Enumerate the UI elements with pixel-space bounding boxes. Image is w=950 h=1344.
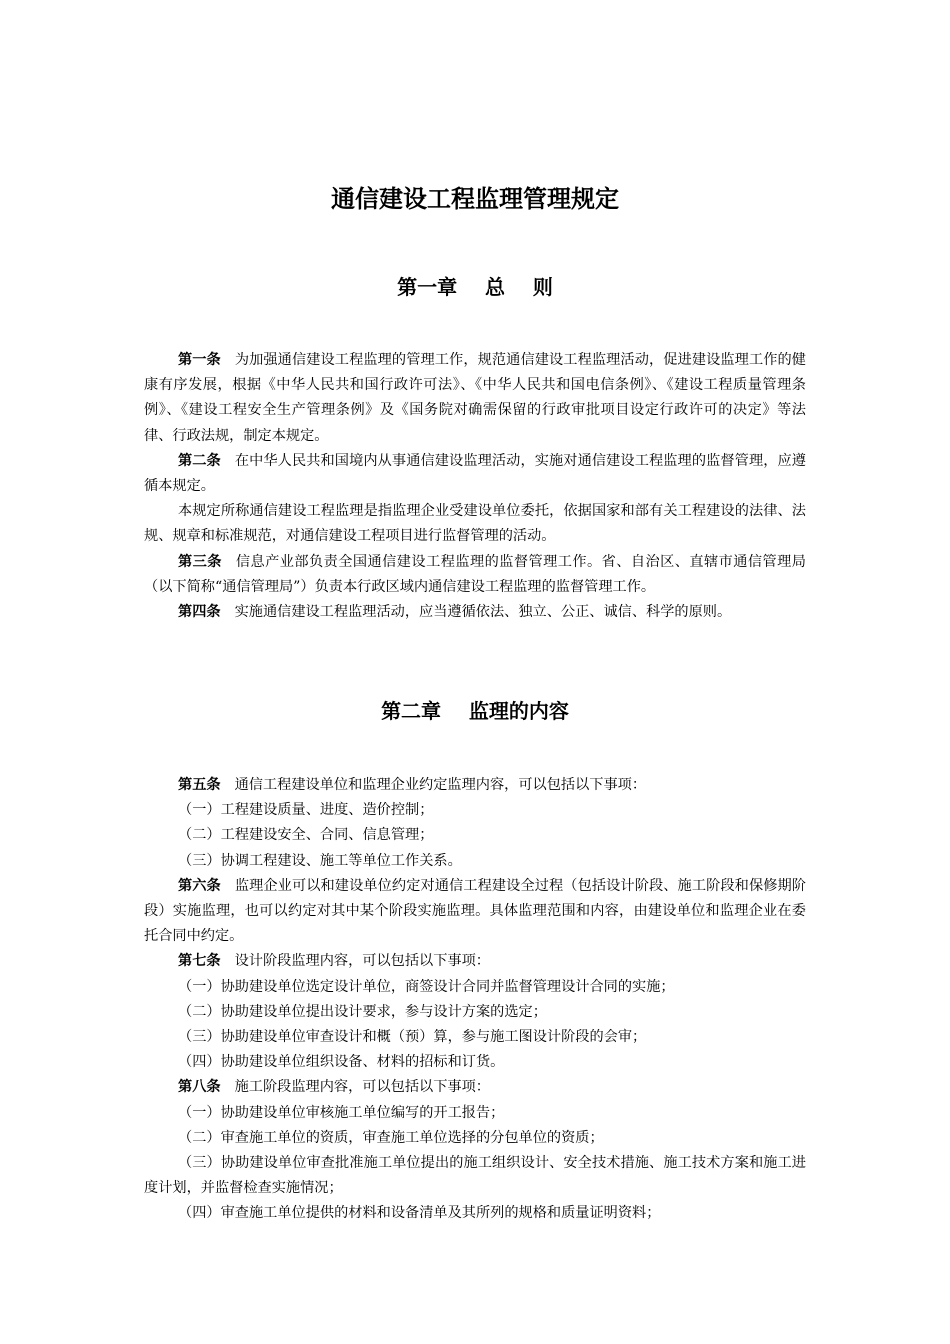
article-label: 第四条: [178, 604, 221, 621]
chapter-heading: 第二章 监理的内容: [381, 699, 569, 723]
paragraph-text: （三）协调工程建设、施工等单位工作关系。: [178, 852, 462, 869]
article-label: 第六条: [178, 877, 221, 894]
list-item: [144, 1201, 806, 1226]
paragraph-text: （一）协助建设单位审核施工单位编写的开工报告；: [178, 1104, 505, 1121]
paragraph-text: 实施通信建设工程监理活动，应当遵循依法、独立、公正、诚信、科学的原则。: [234, 604, 732, 621]
article-paragraph: [144, 600, 806, 625]
paragraph-text: （二）协助建设单位提出设计要求，参与设计方案的选定；: [178, 1003, 547, 1020]
list-item: [144, 798, 806, 823]
article-label: 第三条: [178, 553, 222, 570]
paragraph-text: （三）协助建设单位审查设计和概（预）算，参与施工图设计阶段的会审；: [178, 1029, 647, 1046]
paragraph-text: （二）审查施工单位的资质，审查施工单位选择的分包单位的资质；: [178, 1129, 604, 1146]
paragraph-text: 本规定所称通信建设工程监理是指监理企业受建设单位委托，依据国家和部有关工程建设的法律、法规、规章和标准规范，对通信建设工程项目进行监督管理的活动。: [144, 503, 806, 545]
article-paragraph: [144, 1151, 806, 1201]
paragraph-text: 为加强通信建设工程监理的管理工作，规范通信建设工程监理活动，促进建设监理工作的健康有序发展，根据《中华人民共和国行政许可法》、《中华人民共和国电信条例》、《建设工程质量管理条例》、《建设工程安全生产管理条例》及《国务院对确需保留的行政审批项目设定行政许可的决定》等法律、行政法规，制定本规定。: [144, 352, 806, 444]
chapter-body: [144, 348, 806, 625]
article-paragraph: [144, 449, 806, 499]
article-label: 第五条: [178, 777, 221, 793]
document-title: 通信建设工程监理管理规定: [331, 185, 619, 213]
list-item: [144, 1000, 806, 1025]
article-paragraph: [144, 949, 806, 974]
article-paragraph: [144, 348, 806, 449]
list-item: [144, 823, 806, 848]
paragraph-text: 在中华人民共和国境内从事通信建设监理活动，实施对通信建设工程监理的监督管理，应遵循本规定。: [144, 452, 806, 495]
article-label: 第二条: [178, 452, 221, 469]
article-label: 第七条: [178, 953, 221, 970]
article-paragraph: [144, 1075, 806, 1100]
list-item: [144, 1025, 806, 1050]
paragraph-text: （三）协助建设单位审查批准施工单位提出的施工组织设计、安全技术措施、施工技术方案和施工进度计划，并监督检查实施情况；: [144, 1155, 806, 1197]
paragraph-text: （四）协助建设单位组织设备、材料的招标和订货。: [178, 1054, 505, 1071]
paragraph-text: （一）协助建设单位选定设计单位，商签设计合同并监督管理设计合同的实施；: [178, 978, 675, 995]
chapter-body: [144, 773, 806, 1227]
paragraph-text: 信息产业部负责全国通信建设工程监理的监督管理工作。省、自治区、直辖市通信管理局（以下简称“通信管理局”）负责本行政区域内通信建设工程监理的监督管理工作。: [144, 553, 806, 595]
list-item: [144, 849, 806, 874]
list-item: [144, 1126, 806, 1151]
paragraph-text: 监理企业可以和建设单位约定对通信工程建设全过程（包括设计阶段、施工阶段和保修期阶段）实施监理，也可以约定对其中某个阶段实施监理。具体监理范围和内容，由建设单位和监理企业在委托合同中约定。: [144, 877, 806, 945]
list-item: [144, 1050, 806, 1075]
paragraph-text: （二）工程建设安全、合同、信息管理；: [178, 827, 434, 844]
article-label: 第一条: [178, 352, 221, 368]
list-item: [144, 975, 806, 1000]
paragraph-text: 施工阶段监理内容，可以包括以下事项：: [234, 1079, 490, 1096]
chapter-heading: 第一章 总 则: [397, 275, 553, 299]
list-item: [144, 1101, 806, 1126]
paragraph-text: 设计阶段监理内容，可以包括以下事项：: [234, 953, 490, 970]
article-paragraph: [144, 773, 806, 798]
article-label: 第八条: [178, 1079, 221, 1096]
article-paragraph: [144, 874, 806, 950]
article-paragraph: [144, 499, 806, 549]
paragraph-text: （四）审查施工单位提供的材料和设备清单及其所列的规格和质量证明资料；: [178, 1205, 661, 1222]
paragraph-text: 通信工程建设单位和监理企业约定监理内容，可以包括以下事项：: [234, 777, 647, 793]
paragraph-text: （一）工程建设质量、进度、造价控制；: [178, 802, 434, 819]
article-paragraph: [144, 550, 806, 600]
